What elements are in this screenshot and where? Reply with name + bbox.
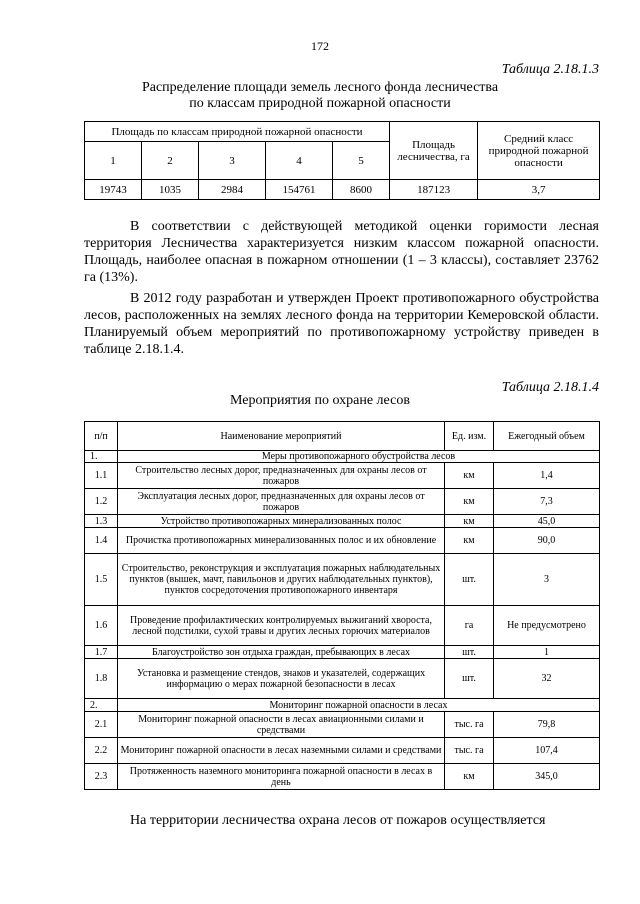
activity-name: Мониторинг пожарной опасности в лесах наземными силами и средствами: [118, 738, 445, 764]
table1-title-line2: по классам природной пожарной опасности: [189, 96, 451, 111]
activity-name: Эксплуатация лесных дорог, предназначенных для охраны лесов от пожаров: [118, 489, 445, 515]
annual-volume: 345,0: [494, 764, 600, 790]
header-unit: Ед. изм.: [445, 422, 494, 451]
paragraph-2: В 2012 году разработан и утвержден Проект противопожарного обустройства лесов, расположенных на землях лесного фонда на территории Кемеровской области. Планируемый объем мероприятий по противопожарному устройству приведен в таблице 2.18.1.4.: [84, 291, 599, 357]
header-activity-name: Наименование мероприятий: [118, 422, 445, 451]
class-number: 5: [333, 142, 390, 180]
row-number: 2.1: [85, 712, 118, 738]
activity-name: Проведение профилактических контролируемых выжиганий хвороста, лесной подстилки, сухой травы и других лесных горючих материалов: [118, 606, 445, 646]
header-number: п/п: [85, 422, 118, 451]
table2-caption: Таблица 2.18.1.4: [501, 380, 599, 395]
section-number: 1.: [85, 451, 118, 463]
section-title: Меры противопожарного обустройства лесов: [118, 451, 600, 463]
section-number: 2.: [85, 699, 118, 712]
unit: шт.: [445, 659, 494, 699]
row-number: 1.1: [85, 463, 118, 489]
section-title: Мониторинг пожарной опасности в лесах: [118, 699, 600, 712]
annual-volume: 7,3: [494, 489, 600, 515]
value-cell: 154761: [266, 180, 333, 200]
activity-name: Строительство, реконструкция и эксплуатация пожарных наблюдательных пунктов (вышек, мачт, павильонов и других наблюдательных пунктов), пунктов сосредоточения противопожарного инвентаря: [118, 554, 445, 606]
table2-title: Мероприятия по охране лесов: [230, 393, 410, 408]
class-number: 3: [199, 142, 266, 180]
class-number: 4: [266, 142, 333, 180]
unit: тыс. га: [445, 738, 494, 764]
activity-name: Протяженность наземного мониторинга пожарной опасности в лесах в день: [118, 764, 445, 790]
annual-volume: 1,4: [494, 463, 600, 489]
activity-name: Мониторинг пожарной опасности в лесах авиационными силами и средствами: [118, 712, 445, 738]
annual-volume: 79,8: [494, 712, 600, 738]
fire-class-table: [84, 121, 600, 200]
unit: км: [445, 515, 494, 528]
unit: км: [445, 463, 494, 489]
row-number: 1.7: [85, 646, 118, 659]
paragraph-1: В соответствии с действующей методикой оценки горимости лесная территория Лесничества характеризуется низким классом пожарной опасности. Площадь, наиболее опасная в пожарном отношении (1 – 3 классы), составляет 23762 га (13%).: [84, 219, 599, 285]
header-average-class: Средний класс природной пожарной опасности: [478, 122, 600, 180]
value-cell: 3,7: [478, 180, 600, 200]
row-number: 1.6: [85, 606, 118, 646]
value-cell: 1035: [142, 180, 199, 200]
unit: шт.: [445, 554, 494, 606]
table1-caption: Таблица 2.18.1.3: [501, 62, 599, 77]
header-area-by-class: Площадь по классам природной пожарной опасности: [85, 122, 390, 142]
annual-volume: 1: [494, 646, 600, 659]
annual-volume: 32: [494, 659, 600, 699]
annual-volume: 107,4: [494, 738, 600, 764]
activity-name: Строительство лесных дорог, предназначенных для охраны лесов от пожаров: [118, 463, 445, 489]
value-cell: 19743: [85, 180, 142, 200]
unit: км: [445, 489, 494, 515]
annual-volume: 45,0: [494, 515, 600, 528]
annual-volume: 90,0: [494, 528, 600, 554]
row-number: 2.2: [85, 738, 118, 764]
unit: тыс. га: [445, 712, 494, 738]
unit: км: [445, 764, 494, 790]
row-number: 1.8: [85, 659, 118, 699]
forest-protection-table: [84, 421, 600, 790]
header-total-area: Площадь лесничества, га: [390, 122, 478, 180]
activity-name: Устройство противопожарных минерализованных полос: [118, 515, 445, 528]
row-number: 1.2: [85, 489, 118, 515]
table1-title-line1: Распределение площади земель лесного фонда лесничества: [141, 80, 499, 95]
unit: км: [445, 528, 494, 554]
unit: га: [445, 606, 494, 646]
class-number: 2: [142, 142, 199, 180]
annual-volume: 3: [494, 554, 600, 606]
activity-name: Прочистка противопожарных минерализованных полос и их обновление: [118, 528, 445, 554]
annual-volume: Не предусмотрено: [494, 606, 600, 646]
row-number: 1.4: [85, 528, 118, 554]
unit: шт.: [445, 646, 494, 659]
value-cell: 187123: [390, 180, 478, 200]
header-annual-volume: Ежегодный объем: [494, 422, 600, 451]
page-number: 172: [311, 39, 329, 53]
activity-name: Благоустройство зон отдыха граждан, пребывающих в лесах: [118, 646, 445, 659]
row-number: 1.3: [85, 515, 118, 528]
activity-name: Установка и размещение стендов, знаков и указателей, содержащих информацию о мерах пожарной безопасности в лесах: [118, 659, 445, 699]
paragraph-3: На территории лесничества охрана лесов от пожаров осуществляется: [130, 813, 546, 828]
value-cell: 8600: [333, 180, 390, 200]
value-cell: 2984: [199, 180, 266, 200]
row-number: 2.3: [85, 764, 118, 790]
class-number: 1: [85, 142, 142, 180]
row-number: 1.5: [85, 554, 118, 606]
